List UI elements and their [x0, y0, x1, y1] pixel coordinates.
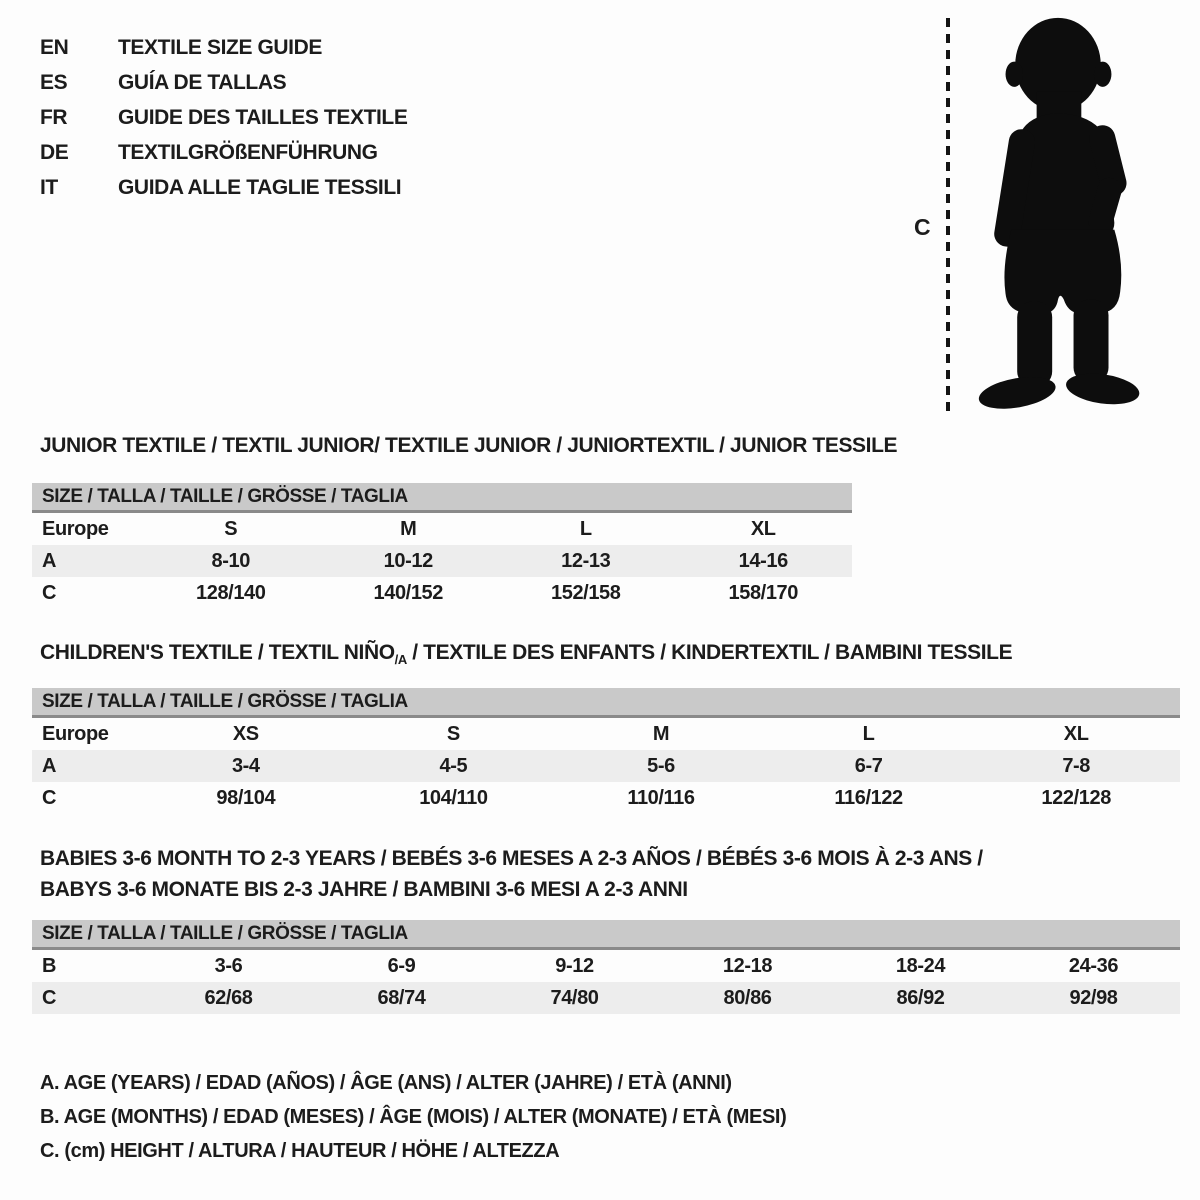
table-row-europe	[32, 718, 1180, 750]
language-row-it	[40, 170, 407, 205]
row-label: C	[42, 786, 57, 809]
language-title-list	[40, 30, 407, 205]
height-cell: 116/122	[834, 786, 903, 809]
children-section-heading	[40, 641, 1012, 672]
heading-line-2: BABYS 3-6 MONATE BIS 2-3 JAHRE / BAMBINI 3-6 MESI A 2-3 ANNI	[40, 878, 688, 901]
row-label: C	[42, 581, 57, 604]
toddler-silhouette-icon	[960, 14, 1156, 422]
age-cell: 14-16	[738, 549, 788, 572]
size-cell: XL	[1063, 722, 1089, 745]
guide-title: GUÍA DE TALLAS	[118, 70, 287, 94]
size-cell: M	[652, 722, 670, 745]
size-cell: S	[446, 722, 460, 745]
height-cell: 62/68	[204, 986, 253, 1009]
guide-title: GUIDE DES TAILLES TEXTILE	[118, 105, 408, 129]
age-cell: 7-8	[1062, 754, 1091, 777]
age-cell: 24-36	[1068, 954, 1119, 977]
age-cell: 10-12	[383, 549, 433, 572]
height-cell: 74/80	[550, 986, 599, 1009]
size-cell: S	[224, 517, 238, 540]
junior-section-heading: JUNIOR TEXTILE / TEXTIL JUNIOR/ TEXTILE JUNIOR / JUNIORTEXTIL / JUNIOR TESSILE	[40, 434, 898, 457]
language-code: ES	[40, 70, 68, 94]
language-row-en	[40, 30, 407, 65]
guide-title: GUIDA ALLE TAGLIE TESSILI	[118, 175, 402, 199]
heading-text: CHILDREN'S TEXTILE / TEXTIL NIÑO	[40, 641, 395, 664]
table-row-europe	[32, 513, 852, 545]
age-cell: 6-9	[387, 954, 416, 977]
height-cell: 158/170	[728, 581, 798, 604]
guide-title: TEXTILE SIZE GUIDE	[118, 35, 322, 59]
language-code: DE	[40, 140, 69, 164]
height-cell: 92/98	[1069, 986, 1118, 1009]
row-label: B	[42, 954, 57, 977]
guide-title: TEXTILGRÖßENFÜHRUNG	[118, 140, 378, 164]
table-row-age-months	[32, 950, 1180, 982]
age-cell: 3-4	[231, 754, 260, 777]
row-label: C	[42, 986, 57, 1009]
table-row-height	[32, 782, 1180, 814]
row-label: A	[42, 754, 57, 777]
language-code: IT	[40, 175, 58, 199]
height-cell: 122/128	[1041, 786, 1111, 809]
size-cell: XL	[750, 517, 776, 540]
legend-line-a: A. AGE (YEARS) / EDAD (AÑOS) / ÂGE (ANS) / ALTER (JAHRE) / ETÀ (ANNI)	[40, 1072, 732, 1094]
age-cell: 6-7	[854, 754, 883, 777]
size-header-bar: SIZE / TALLA / TAILLE / GRÖSSE / TAGLIA	[32, 483, 852, 513]
height-measure-dashed-line	[946, 18, 950, 416]
language-row-fr	[40, 100, 407, 135]
language-code: FR	[40, 105, 68, 129]
measurement-legend	[40, 1066, 786, 1168]
height-cell: 104/110	[419, 786, 488, 809]
heading-text: / TEXTILE DES ENFANTS / KINDERTEXTIL / BAMBINI TESSILE	[406, 641, 1013, 664]
table-row-height	[32, 982, 1180, 1014]
size-cell: L	[862, 722, 875, 745]
height-cell: 140/152	[373, 581, 443, 604]
age-cell: 4-5	[439, 754, 468, 777]
row-label: A	[42, 549, 57, 572]
table-row-height	[32, 577, 852, 609]
height-cell: 68/74	[377, 986, 426, 1009]
height-cell: 128/140	[196, 581, 266, 604]
children-size-table	[32, 688, 1180, 814]
size-cell: XS	[232, 722, 259, 745]
age-cell: 18-24	[895, 954, 946, 977]
age-cell: 12-18	[722, 954, 773, 977]
language-row-de	[40, 135, 407, 170]
age-cell: 3-6	[214, 954, 243, 977]
age-cell: 8-10	[211, 549, 250, 572]
height-cell: 98/104	[216, 786, 276, 809]
height-cell: 152/158	[551, 581, 621, 604]
age-cell: 9-12	[555, 954, 594, 977]
height-cell: 110/116	[627, 786, 695, 809]
height-measure-label: C	[914, 214, 931, 240]
legend-line-c: C. (cm) HEIGHT / ALTURA / HAUTEUR / HÖHE / ALTEZZA	[40, 1140, 560, 1162]
babies-section-heading	[40, 843, 983, 905]
language-code: EN	[40, 35, 69, 59]
height-cell: 86/92	[896, 986, 945, 1009]
legend-line-b: B. AGE (MONTHS) / EDAD (MESES) / ÂGE (MOIS) / ALTER (MONATE) / ETÀ (MESI)	[40, 1106, 787, 1128]
heading-subscript: /A	[394, 652, 407, 668]
language-row-es	[40, 65, 407, 100]
height-cell: 80/86	[723, 986, 772, 1009]
babies-size-table	[32, 920, 1180, 1014]
table-row-age	[32, 750, 1180, 782]
heading-line-1: BABIES 3-6 MONTH TO 2-3 YEARS / BEBÉS 3-6 MESES A 2-3 AÑOS / BÉBÉS 3-6 MOIS À 2-3 ANS /	[40, 847, 983, 870]
size-cell: L	[579, 517, 592, 540]
row-label: Europe	[42, 722, 109, 745]
junior-size-table	[32, 483, 852, 609]
size-cell: M	[400, 517, 417, 540]
size-header-bar: SIZE / TALLA / TAILLE / GRÖSSE / TAGLIA	[32, 920, 1180, 950]
age-cell: 12-13	[561, 549, 611, 572]
row-label: Europe	[42, 517, 109, 540]
age-cell: 5-6	[647, 754, 675, 777]
table-row-age	[32, 545, 852, 577]
size-header-bar: SIZE / TALLA / TAILLE / GRÖSSE / TAGLIA	[32, 688, 1180, 718]
